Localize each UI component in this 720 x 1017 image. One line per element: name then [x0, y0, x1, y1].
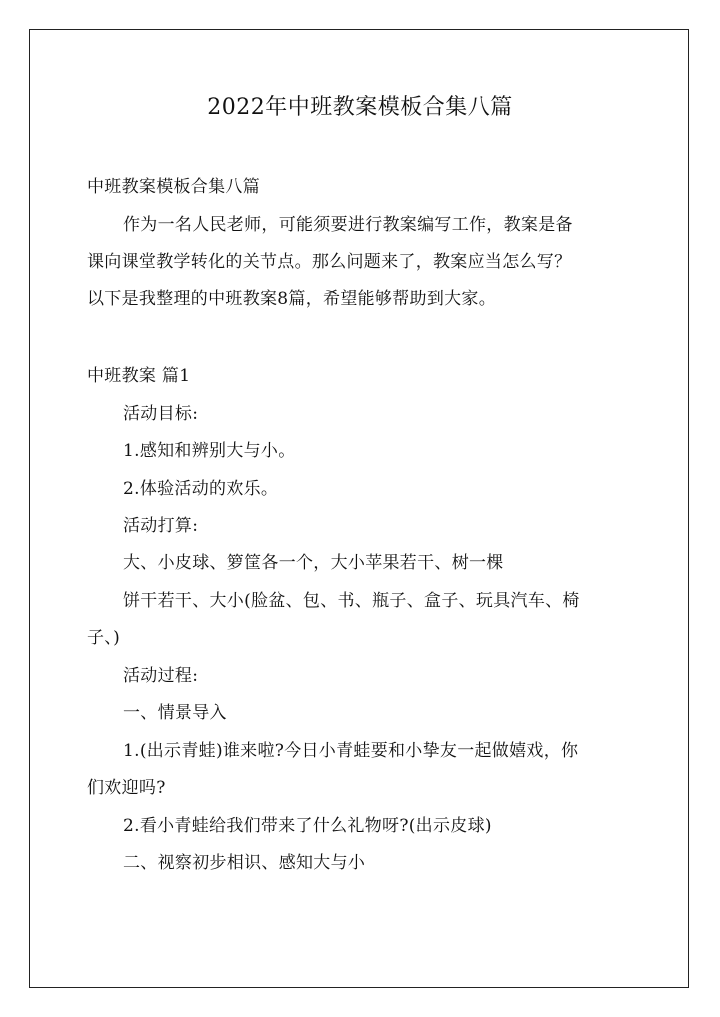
document-subtitle: 中班教案模板合集八篇: [87, 177, 260, 197]
body-line: 们欢迎吗?: [87, 778, 166, 798]
body-line: 活动过程:: [123, 666, 199, 686]
document-title: 2022年中班教案模板合集八篇: [207, 95, 513, 120]
body-line: 大、小皮球、箩筐各一个，大小苹果若干、树一棵: [123, 553, 504, 573]
intro-line-1: 作为一名人民老师，可能须要进行教案编写工作，教案是备: [123, 215, 573, 235]
body-line: 子、): [87, 628, 121, 648]
body-line: 1.(出示青蛙)谁来啦?今日小青蛙要和小挚友一起做嬉戏，你: [123, 741, 579, 761]
body-line: 饼干若干、大小(脸盆、包、书、瓶子、盒子、玩具汽车、椅: [123, 591, 580, 611]
body-line: 二、视察初步相识、感知大与小: [123, 853, 366, 873]
section-heading: 中班教案 篇1: [87, 366, 191, 386]
body-line: 一、情景导入: [123, 703, 227, 723]
body-line: 2.看小青蛙给我们带来了什么礼物呀?(出示皮球): [123, 816, 492, 836]
intro-line-3: 以下是我整理的中班教案8篇，希望能够帮助到大家。: [87, 289, 497, 309]
intro-line-2: 课向课堂教学转化的关节点。那么问题来了，教案应当怎么写？: [87, 252, 572, 272]
body-line: 活动目标:: [123, 404, 199, 424]
body-line: 1.感知和辨别大与小。: [123, 441, 296, 461]
body-line: 活动打算:: [123, 516, 199, 536]
body-line: 2.体验活动的欢乐。: [123, 479, 279, 499]
